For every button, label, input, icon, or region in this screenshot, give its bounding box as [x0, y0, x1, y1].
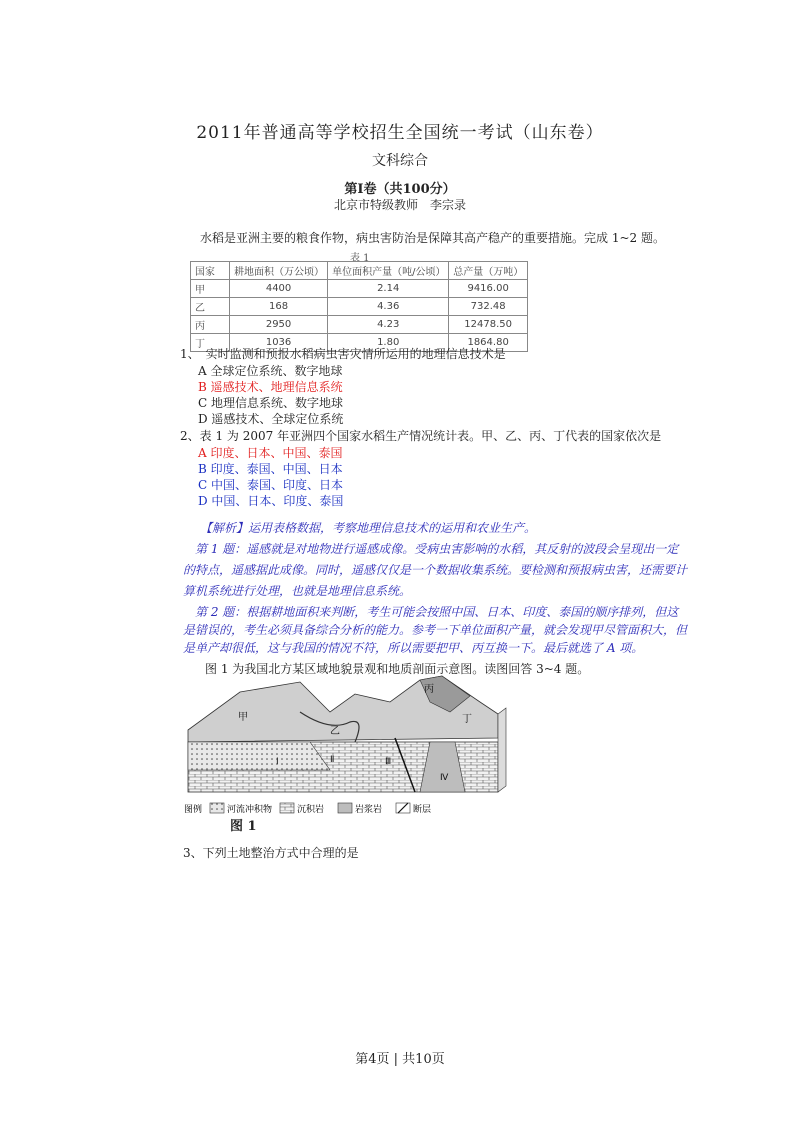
subject-title: 文科综合 — [372, 153, 428, 169]
table-header-row — [191, 262, 528, 280]
legend-sedimentary: 沉积岩 — [297, 805, 325, 815]
label-ii: Ⅱ — [330, 755, 335, 765]
table-header-cell: 单位面积产量（吨/公顷） — [328, 262, 449, 280]
legend-fault: 断层 — [413, 805, 432, 815]
table-cell: 1036 — [230, 334, 328, 352]
table-cell: 1864.80 — [449, 334, 528, 352]
exam-title: 2011年普通高等学校招生全国统一考试（山东卷） — [196, 123, 604, 143]
question-intro: 水稻是亚洲主要的粮食作物，病虫害防治是保障其高产稳产的重要措施。完成 1~2 题。 — [200, 231, 665, 245]
table-cell: 4400 — [230, 280, 328, 298]
table-cell: 丁 — [191, 334, 230, 352]
q2-option-c: C 中国、泰国、印度、日本 — [198, 478, 343, 492]
q1-option-d: D 遥感技术、全球定位系统 — [198, 412, 344, 426]
table-cell: 168 — [230, 298, 328, 316]
table-cell: 乙 — [191, 298, 230, 316]
table-cell: 9416.00 — [449, 280, 528, 298]
table-cell: 12478.50 — [449, 316, 528, 334]
part-heading: 第Ⅰ卷（共100分） — [344, 182, 456, 197]
table-caption: 表 1 — [350, 253, 370, 264]
question-1-stem: 1、 实时监测和预报水稻病虫害灾情所运用的地理信息技术是 — [180, 347, 506, 361]
q1-option-c: C 地理信息系统、数字地球 — [198, 396, 343, 410]
q2-option-a: A 印度、日本、中国、泰国 — [198, 446, 343, 460]
table-row — [191, 316, 528, 334]
analysis-line: 是单产却很低，这与我国的情况不符，所以需要把甲、丙互换一下。最后就选了 A 项。 — [183, 641, 644, 655]
figure-intro: 图 1 为我国北方某区域地貌景观和地质剖面示意图。读图回答 3~4 题。 — [205, 662, 590, 676]
legend-alluvium: 河流冲积物 — [227, 805, 273, 815]
legend-title: 图例 — [184, 805, 203, 815]
analysis-line: 是错误的，考生必须具备综合分析的能力。参考一下单位面积产量，就会发现甲尽管面积大，但 — [183, 623, 688, 637]
q1-option-b: B 遥感技术、地理信息系统 — [198, 380, 343, 394]
table-cell: 4.23 — [328, 316, 449, 334]
legend-swatch-alluvium — [210, 803, 224, 813]
table-cell: 2.14 — [328, 280, 449, 298]
geologic-section-figure — [180, 672, 510, 832]
legend-swatch-sedimentary — [280, 803, 294, 813]
alluvial-deposit — [188, 742, 330, 770]
block-side — [498, 708, 506, 792]
analysis-line: 第 2 题：根据耕地面积来判断，考生可能会按照中国、日本、印度、泰国的顺序排列，但这 — [183, 605, 679, 619]
teacher-line: 北京市特级教师 李宗录 — [333, 198, 466, 212]
table-cell: 丙 — [191, 316, 230, 334]
analysis-line: 算机系统进行处理，也就是地理信息系统。 — [183, 584, 412, 598]
analysis-line: 的特点，遥感据此成像。同时，遥感仅仅是一个数据收集系统。要检测和预报病虫害，还需要计 — [183, 563, 688, 577]
label-iv: Ⅳ — [440, 773, 449, 783]
table-cell: 1.80 — [328, 334, 449, 352]
table-header-cell: 国家 — [191, 262, 230, 280]
page-footer: 第4页 | 共10页 — [355, 1052, 445, 1067]
table-cell: 732.48 — [449, 298, 528, 316]
analysis-line: 【解析】运用表格数据，考察地理信息技术的运用和农业生产。 — [200, 521, 537, 535]
table-header-cell: 总产量（万吨） — [449, 262, 528, 280]
table-header-cell: 耕地面积（万公顷） — [230, 262, 328, 280]
question-2-stem: 2、表 1 为 2007 年亚洲四个国家水稻生产情况统计表。甲、乙、丙、丁代表的国家依次是 — [180, 429, 662, 443]
label-yi: 乙 — [330, 726, 340, 737]
table-cell: 2950 — [230, 316, 328, 334]
table-cell: 4.36 — [328, 298, 449, 316]
legend-igneous: 岩浆岩 — [355, 805, 383, 815]
label-jia: 甲 — [238, 712, 248, 723]
label-iii: Ⅲ — [385, 757, 392, 767]
q2-option-d: D 中国、日本、印度、泰国 — [198, 494, 344, 508]
q1-option-a: A 全球定位系统、数字地球 — [198, 364, 343, 378]
q2-option-b: B 印度、泰国、中国、日本 — [198, 462, 343, 476]
label-i: Ⅰ — [276, 757, 279, 767]
figure-caption: 图 1 — [230, 819, 257, 834]
label-ding: 丁 — [462, 714, 472, 725]
label-bing: 丙 — [424, 684, 434, 695]
table-row — [191, 298, 528, 316]
legend-swatch-igneous — [338, 803, 352, 813]
analysis-line: 第 1 题：遥感就是对地物进行遥感成像。受病虫害影响的水稻，其反射的波段会呈现出一定 — [183, 542, 679, 556]
rice-production-table — [190, 261, 528, 352]
table-cell: 甲 — [191, 280, 230, 298]
question-3-stem: 3、下列土地整治方式中合理的是 — [183, 846, 359, 860]
table-row — [191, 280, 528, 298]
